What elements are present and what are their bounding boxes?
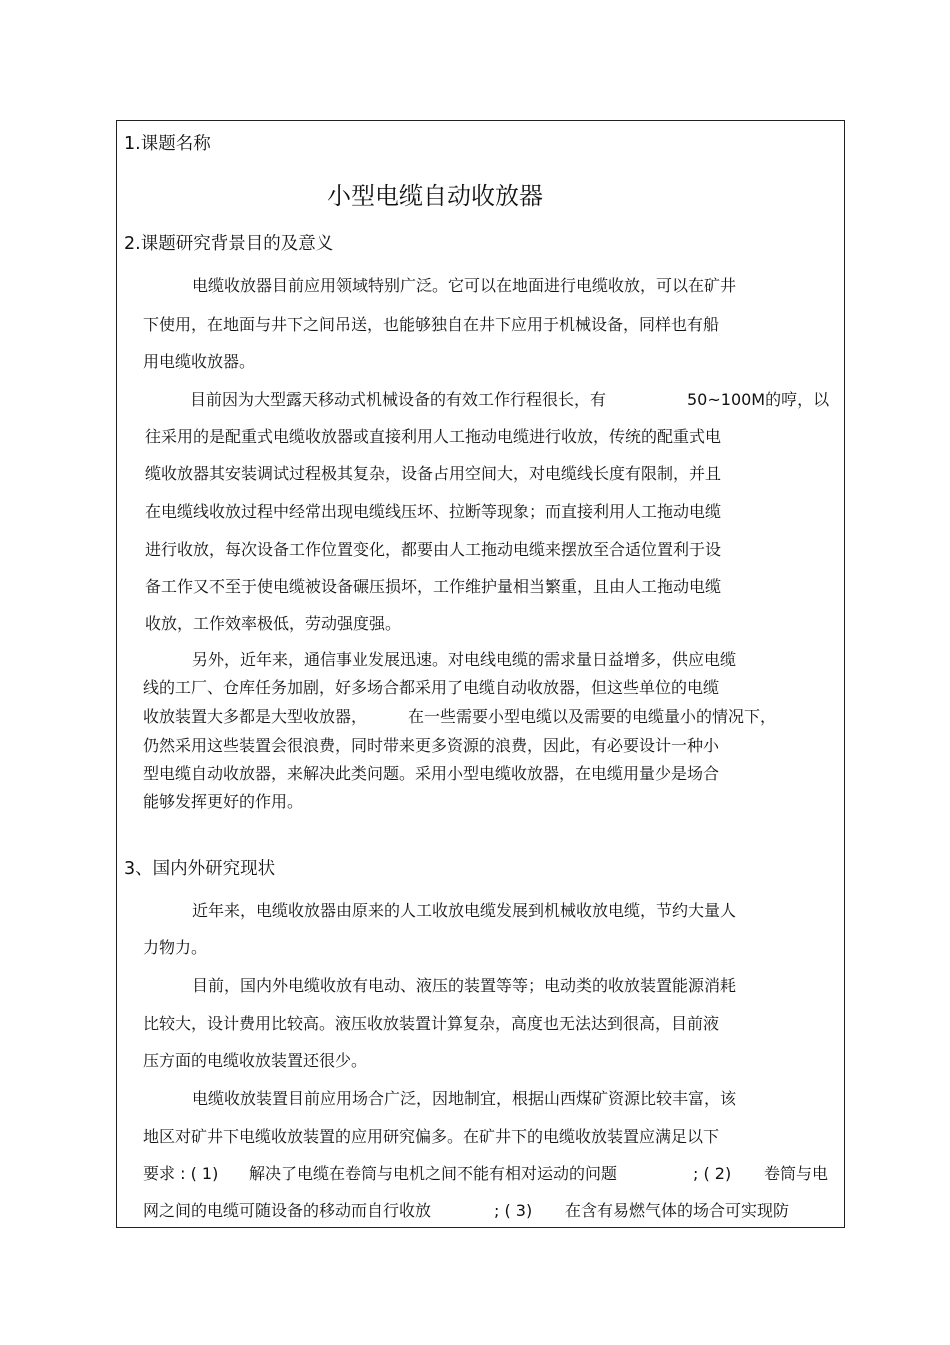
- text-line: 收放装置大多都是大型收放器，: [143, 707, 368, 726]
- text-line: 解决了电缆在卷筒与电机之间不能有相对运动的问题: [249, 1164, 618, 1183]
- section-1-heading: 1.课题名称: [124, 134, 211, 154]
- text-line: 电缆收放装置目前应用场合广泛，因地制宜，根据山西煤矿资源比较丰富，该: [192, 1089, 737, 1108]
- text-line: 用电缆收放器。: [143, 352, 256, 371]
- text-line: 目前，国内外电缆收放有电动、液压的装置等等；电动类的收放装置能源消耗: [192, 976, 737, 995]
- text-line: 目前因为大型露天移动式机械设备的有效工作行程很长，有: [190, 390, 607, 409]
- text-line: 缆收放器其安装调试过程极其复杂，设备占用空间大，对电缆线长度有限制，并且: [145, 464, 722, 483]
- section-3-heading: 3、国内外研究现状: [124, 859, 276, 879]
- text-line: ; ( 2): [693, 1164, 732, 1183]
- text-line: 在电缆线收放过程中经常出现电缆线压坏、拉断等现象；而直接利用人工拖动电缆: [145, 502, 722, 521]
- text-line: 卷筒与电: [764, 1164, 829, 1183]
- text-line: 近年来，电缆收放器由原来的人工收放电缆发展到机械收放电缆，节约大量人: [192, 901, 737, 920]
- text-line: 进行收放，每次设备工作位置变化，都要由人工拖动电缆来摆放至合适位置利于设: [145, 540, 722, 559]
- text-line: 力物力。: [143, 938, 208, 957]
- text-line: 地区对矿井下电缆收放装置的应用研究偏多。在矿井下的电缆收放装置应满足以下: [143, 1127, 720, 1146]
- text-line: 另外，近年来，通信事业发展迅速。对电线电缆的需求量日益增多，供应电缆: [192, 650, 737, 669]
- text-line: 网之间的电缆可随设备的移动而自行收放: [143, 1201, 432, 1220]
- text-line: 仍然采用这些装置会很浪费，同时带来更多资源的浪费，因此，有必要设计一种小: [143, 736, 720, 755]
- text-line: 50~100M的哼，以: [687, 390, 830, 409]
- text-line: 电缆收放器目前应用领域特别广泛。它可以在地面进行电缆收放，可以在矿井: [192, 276, 737, 295]
- text-line: 在一些需要小型电缆以及需要的电缆量小的情况下，: [408, 707, 777, 726]
- project-title: 小型电缆自动收放器: [327, 182, 543, 210]
- text-line: 下使用，在地面与井下之间吊送，也能够独自在井下应用于机械设备，同样也有船: [143, 315, 720, 334]
- text-line: 线的工厂、仓库任务加剧，好多场合都采用了电缆自动收放器，但这些单位的电缆: [143, 678, 720, 697]
- text-line: 往采用的是配重式电缆收放器或直接利用人工拖动电缆进行收放，传统的配重式电: [145, 427, 722, 446]
- text-line: 型电缆自动收放器，来解决此类问题。采用小型电缆收放器，在电缆用量少是场合: [143, 764, 720, 783]
- text-line: 要求 : ( 1): [143, 1164, 219, 1183]
- text-line: ; ( 3): [494, 1201, 533, 1220]
- text-line: 备工作又不至于使电缆被设备碾压损坏，工作维护量相当繁重，且由人工拖动电缆: [145, 577, 722, 596]
- text-line: 收放，工作效率极低，劳动强度强。: [145, 614, 402, 633]
- section-2-heading: 2.课题研究背景目的及意义: [124, 234, 334, 254]
- text-line: 在含有易燃气体的场合可实现防: [565, 1201, 790, 1220]
- text-line: 能够发挥更好的作用。: [143, 792, 304, 811]
- text-line: 压方面的电缆收放装置还很少。: [143, 1051, 368, 1070]
- text-line: 比较大，设计费用比较高。液压收放装置计算复杂，高度也无法达到很高，目前液: [143, 1014, 720, 1033]
